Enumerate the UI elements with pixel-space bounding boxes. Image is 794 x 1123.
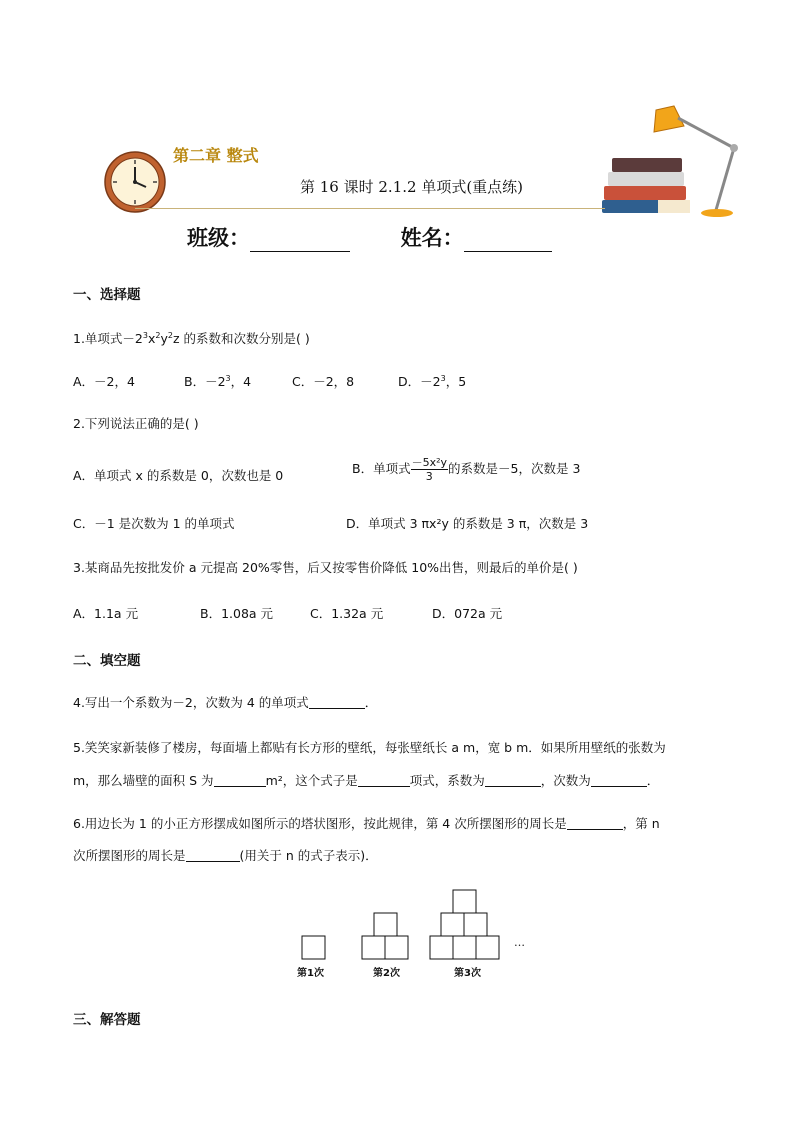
name-label: 姓名： [400, 226, 464, 250]
q3-option-c[interactable]: C．1.32a 元 [310, 606, 384, 621]
class-blank[interactable] [250, 231, 350, 252]
question-3: 3.某商品先按批发价 a 元提高 20%零售，后又按零售价降低 10%出售，则最后的单价是( ) [73, 560, 578, 575]
square [302, 936, 325, 959]
fig-label-1: 第1次 [297, 968, 324, 979]
q1-option-a[interactable]: A．－2，4 [73, 374, 135, 389]
fig-label-2: 第2次 [373, 968, 400, 979]
chapter-title: 第二章 整式 [173, 146, 259, 165]
q1-option-b[interactable]: B．$-2^3$，4 [184, 373, 252, 389]
q1-option-d[interactable]: D．$-2^3$，5 [398, 373, 467, 389]
header-rule [135, 208, 605, 209]
q5-blank-area[interactable] [214, 773, 266, 787]
lesson-title: 第 16 课时 2.1.2 单项式(重点练) [300, 178, 524, 196]
q1-option-c[interactable]: C．－2，8 [292, 374, 355, 389]
square [441, 913, 464, 936]
name-blank[interactable] [464, 231, 552, 252]
question-6: 6.用边长为 1 的小正方形摆成如图所示的塔状图形，按此规律，第 4 次所摆图形的周长是 ，第 n 次所摆图形的周长是 (用关于 n 的式子表示)． [73, 816, 660, 863]
fraction: $\frac{\text{－5x²y}}{3}$ [411, 456, 448, 483]
square [430, 936, 453, 959]
q5-blank-degree[interactable] [591, 773, 647, 787]
question-2: 2.下列说法正确的是( ) [73, 416, 199, 431]
clock-icon [103, 150, 167, 214]
q5-blank-coef[interactable] [485, 773, 541, 787]
square [385, 936, 408, 959]
fig-label-3: 第3次 [454, 968, 481, 979]
square [453, 890, 476, 913]
square [464, 913, 487, 936]
square [374, 913, 397, 936]
q3-option-b[interactable]: B．1.08a 元 [200, 606, 274, 621]
q6-blank-4th[interactable] [567, 816, 623, 830]
square [362, 936, 385, 959]
q2-option-d[interactable]: D．单项式 3 πx²y 的系数是 3 π，次数是 3 [346, 516, 589, 531]
books-lamp-icon [598, 100, 743, 220]
class-name-row [187, 222, 552, 252]
q2-option-c[interactable]: C．－1 是次数为 1 的单项式 [73, 516, 235, 531]
question-4: 4.写出一个系数为－2，次数为 4 的单项式 ． [73, 695, 378, 710]
section-fill: 二、填空题 [73, 653, 141, 669]
q3-option-d[interactable]: D．072a 元 [432, 606, 503, 621]
square [453, 936, 476, 959]
square [476, 936, 499, 959]
q6-blank-nth[interactable] [186, 848, 240, 862]
fig-ellipsis: … [514, 936, 525, 949]
q2-option-a[interactable]: A．单项式 x 的系数是 0，次数也是 0 [73, 468, 284, 483]
tower-figure [296, 884, 536, 984]
section-answer: 三、解答题 [73, 1012, 141, 1028]
question-5: 5.笑笑家新装修了楼房，每面墙上都贴有长方形的壁纸，每张壁纸长 a m，宽 b m．如果所用壁纸的张数为 m，那么墙壁的面积 S 为 m²，这个式子是 项式，系数为 ，次数为 ． [73, 740, 666, 788]
q3-option-a[interactable]: A．1.1a 元 [73, 606, 139, 621]
question-1: 1.单项式$-2^3x^2y^2z$ 的系数和次数分别是( ) [73, 331, 310, 347]
q2-option-b[interactable]: B．单项式 $\frac{\text{－5x²y}}{3}$ 的系数是－5，次数是 3 [352, 456, 581, 483]
class-label: 班级： [187, 226, 250, 250]
section-choice: 一、选择题 [73, 287, 141, 303]
q4-blank[interactable] [309, 695, 365, 709]
q5-blank-terms[interactable] [358, 773, 410, 787]
